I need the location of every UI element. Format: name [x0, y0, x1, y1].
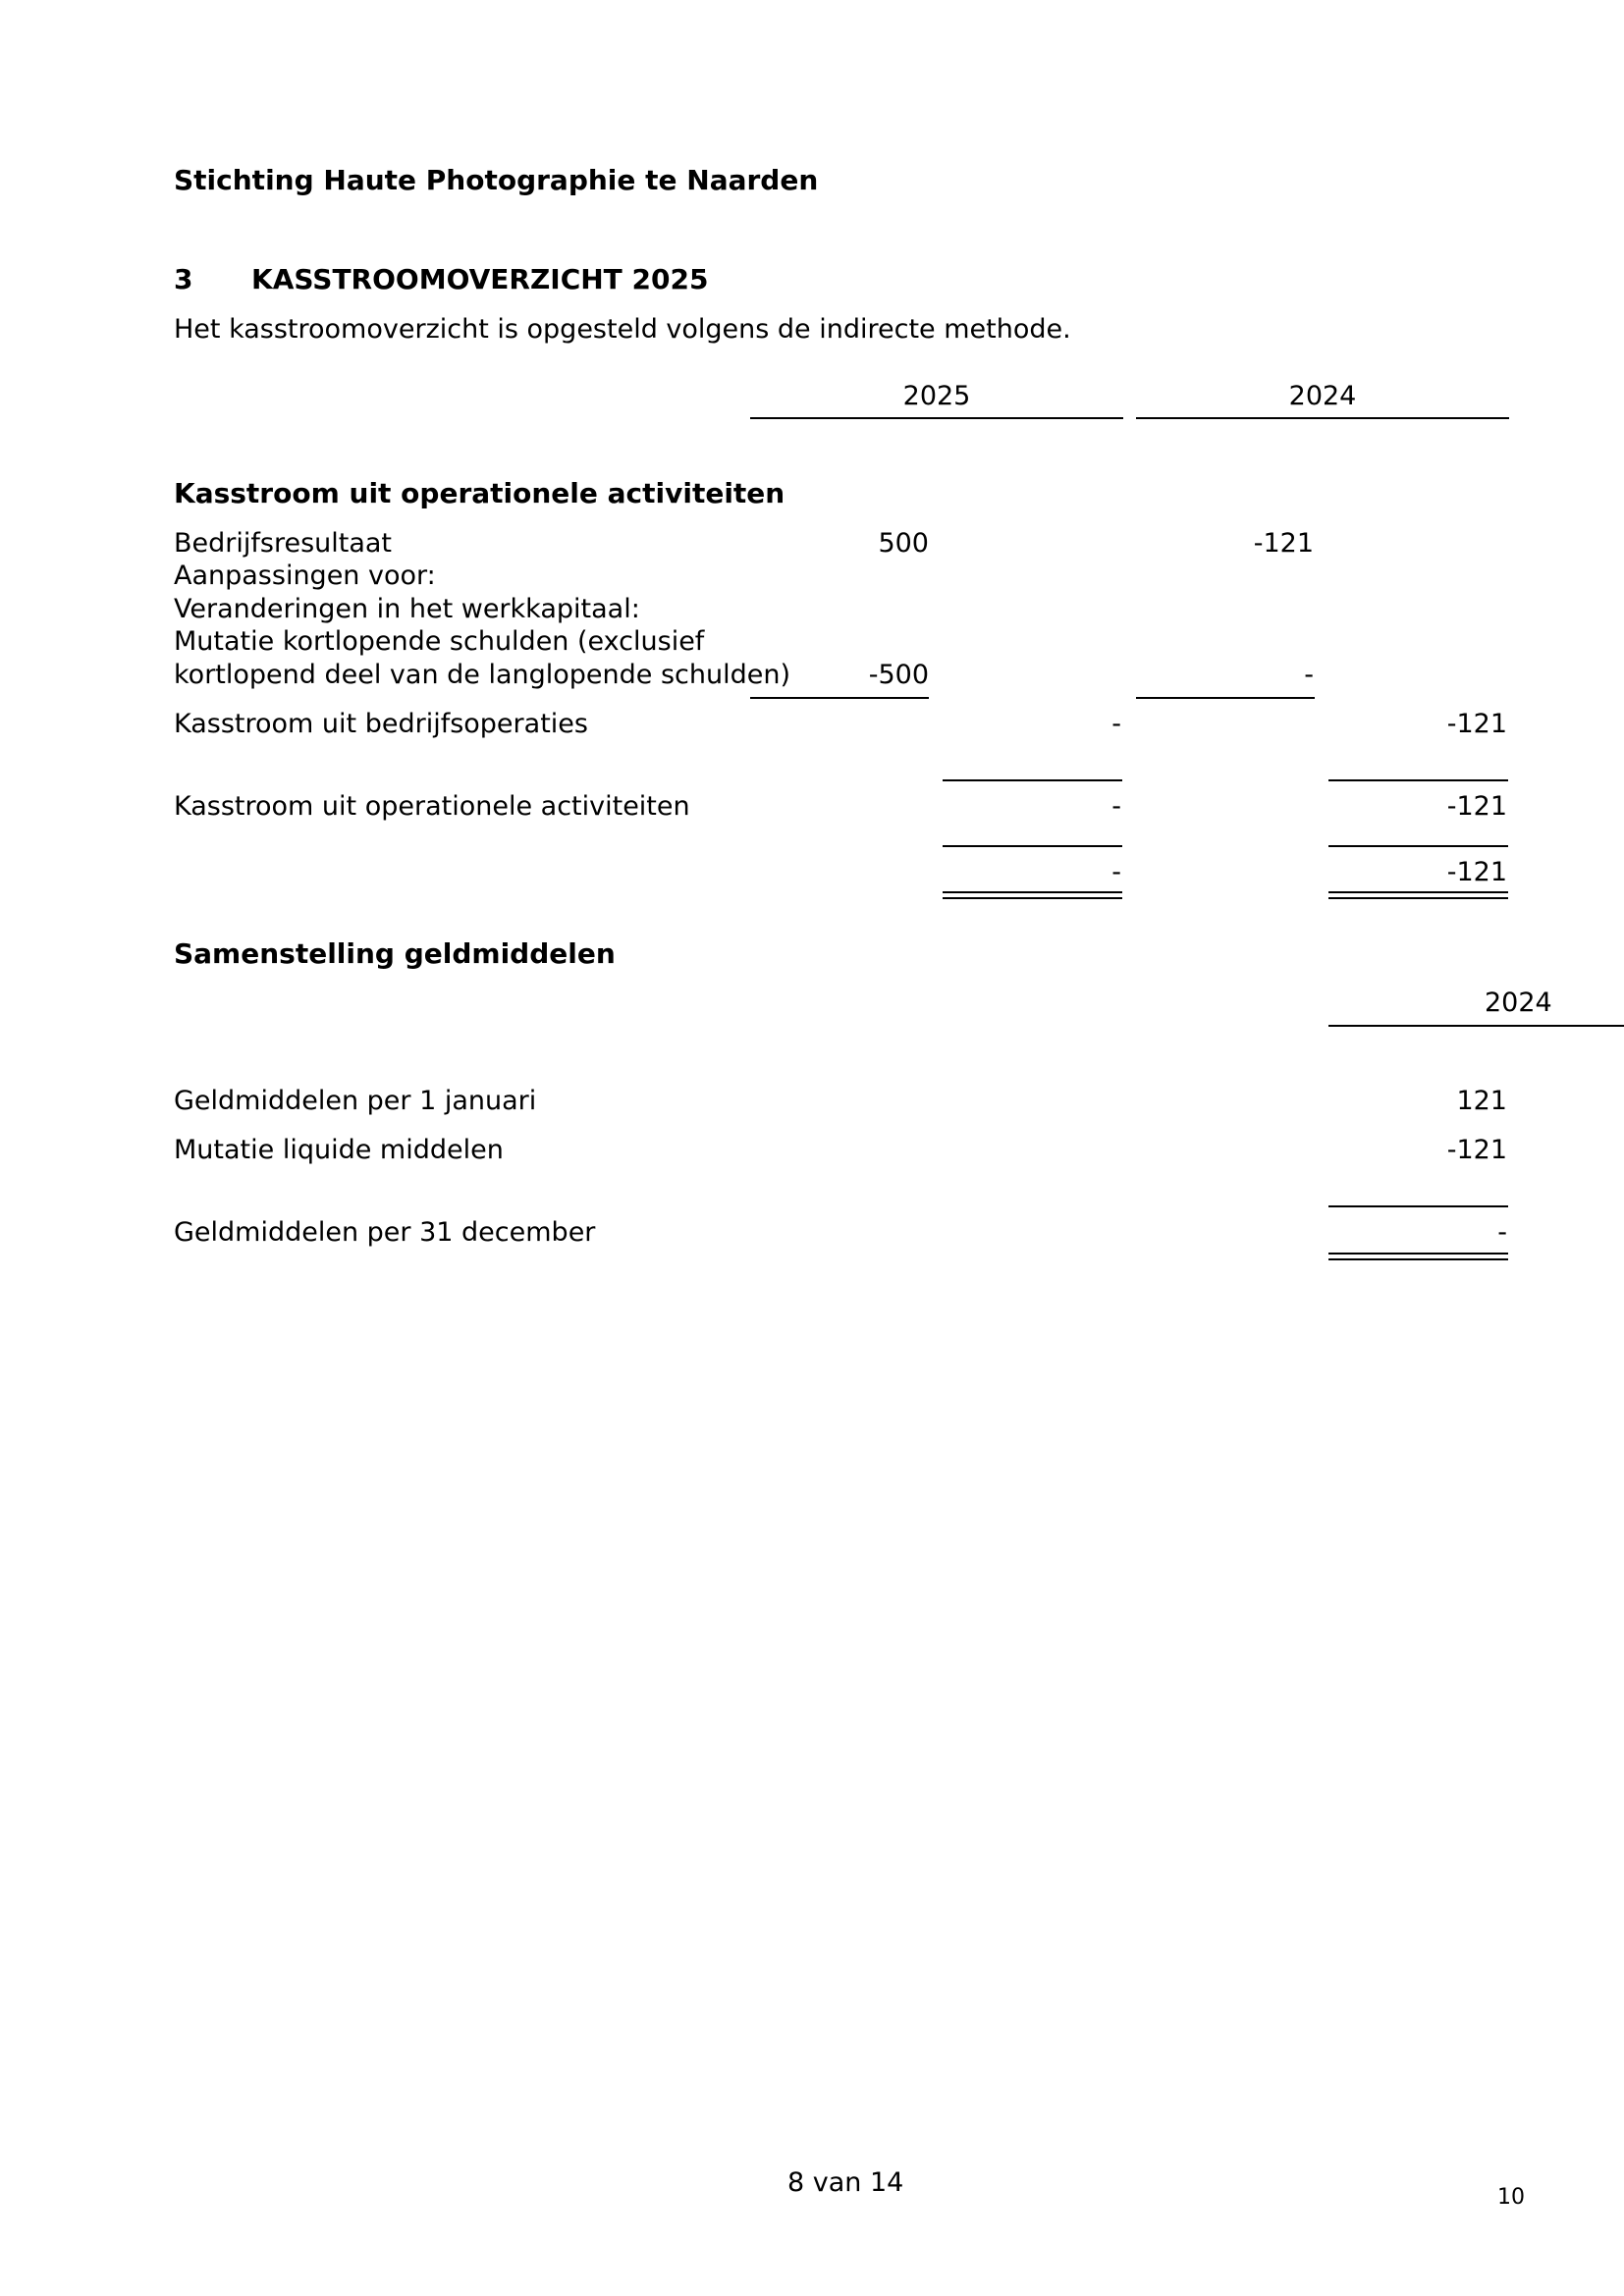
mutatie-label-line2: kortlopend deel van de langlopende schulden): [174, 660, 791, 690]
column-header-2024: 2024: [1288, 381, 1357, 411]
operationele-totaal-label: Kasstroom uit operationele activiteiten: [174, 791, 690, 822]
column-header-rule: [750, 417, 1123, 419]
page-of-footer: 8 van 14: [787, 2167, 904, 2198]
subtotal-rule: [750, 697, 929, 699]
total-rule: [943, 845, 1122, 847]
section-title: KASSTROOMOVERZICHT 2025: [251, 263, 709, 295]
total-rule: [943, 779, 1122, 781]
operational-heading: Kasstroom uit operationele activiteiten: [174, 477, 785, 509]
page-number: 10: [1497, 2185, 1525, 2210]
bedrijfsresultaat-label: Bedrijfsresultaat: [174, 528, 393, 559]
mutatie-liquide-value: -121: [1446, 1135, 1507, 1165]
organization-name: Stichting Haute Photographie te Naarden: [174, 164, 819, 196]
geldmiddelen-1-januari-label: Geldmiddelen per 1 januari: [174, 1086, 537, 1116]
aanpassingen-label: Aanpassingen voor:: [174, 561, 436, 591]
mutatie-label-line1: Mutatie kortlopende schulden (exclusief: [174, 626, 705, 657]
subtotal-rule: [1136, 697, 1315, 699]
double-underline: [943, 891, 1122, 899]
geldmiddelen-heading: Samenstelling geldmiddelen: [174, 937, 616, 970]
geldmiddelen-header-rule: [1328, 1025, 1624, 1027]
mutatie-liquide-label: Mutatie liquide middelen: [174, 1135, 504, 1165]
grand-total-2024: -121: [1446, 857, 1507, 887]
geldmiddelen-31-december-value: -: [1497, 1217, 1507, 1248]
bedrijfsoperaties-label: Kasstroom uit bedrijfsoperaties: [174, 709, 588, 739]
operationele-totaal-2024: -121: [1446, 791, 1507, 822]
operationele-totaal-2025: -: [1111, 791, 1121, 822]
column-header-rule: [1136, 417, 1509, 419]
geldmiddelen-year: 2024: [1485, 988, 1552, 1018]
bedrijfsoperaties-2024: -121: [1446, 709, 1507, 739]
total-rule: [1328, 779, 1508, 781]
section-number: 3: [174, 263, 193, 295]
intro-text: Het kasstroomoverzicht is opgesteld volgens de indirecte methode.: [174, 314, 1071, 345]
double-underline: [1328, 1253, 1508, 1260]
geldmiddelen-31-december-label: Geldmiddelen per 31 december: [174, 1217, 596, 1248]
column-header-2025: 2025: [902, 381, 971, 411]
mutatie-2024: -: [1304, 660, 1314, 690]
bedrijfsresultaat-2024: -121: [1253, 528, 1314, 559]
geldmiddelen-1-januari-value: 121: [1456, 1086, 1507, 1116]
total-rule: [1328, 1205, 1508, 1207]
total-rule: [1328, 845, 1508, 847]
grand-total-2025: -: [1111, 857, 1121, 887]
double-underline: [1328, 891, 1508, 899]
bedrijfsresultaat-2025: 500: [878, 528, 929, 559]
mutatie-2025: -500: [868, 660, 929, 690]
werkkapitaal-label: Veranderingen in het werkkapitaal:: [174, 594, 640, 624]
bedrijfsoperaties-2025: -: [1111, 709, 1121, 739]
